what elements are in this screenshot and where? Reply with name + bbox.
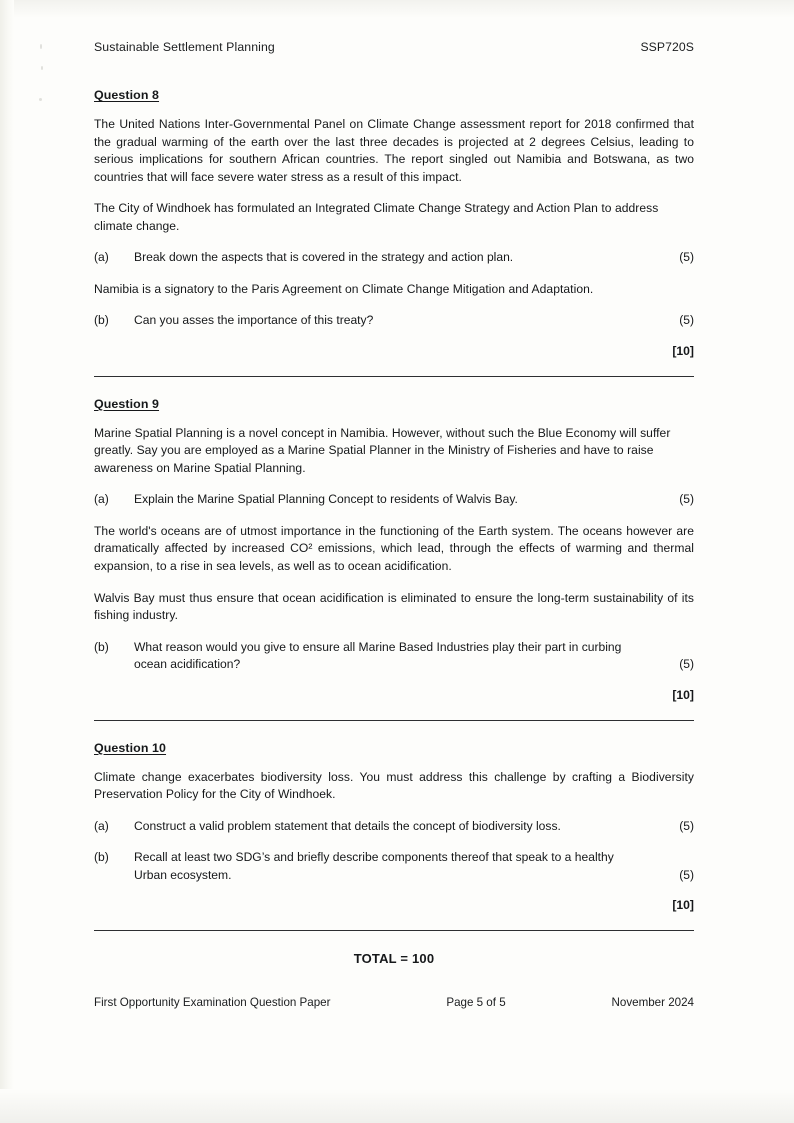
question-8-block [94, 88, 694, 358]
question-10-paragraph-1: Climate change exacerbates biodiversity loss. You must address this challenge by crafting a Biodiversity Preservation Policy for the City of Windhoek. [94, 769, 694, 802]
question-8-item-b-marks: (5) [679, 313, 694, 328]
footer-right: November 2024 [611, 996, 694, 1010]
question-9-item-a-label: (a) [94, 492, 109, 507]
question-9-total: [10] [672, 687, 694, 702]
question-10-item-b-text: Recall at least two SDG’s and briefly describe components thereof that speak to a healthy Urban ecosystem. [134, 850, 614, 882]
question-8-paragraph-1: The United Nations Inter-Governmental Panel on Climate Change assessment report for 2018 confirmed that the gradual warming of the earth over the last three decades is projected at 2 degrees Celsius, leading to serious implications for southern African countries. The report singled out Namibia and Botswana, as two countries that will face severe water stress as a result of this impact. [94, 117, 694, 184]
scan-speck [40, 44, 42, 49]
question-8-item-b-text: Can you asses the importance of this treaty? [134, 313, 374, 328]
question-8-item-b [94, 312, 694, 330]
question-10-item-b-label: (b) [94, 850, 109, 865]
question-9-block [94, 397, 694, 702]
question-9-item-a-text: Explain the Marine Spatial Planning Concept to residents of Walvis Bay. [134, 492, 518, 507]
grand-total: TOTAL = 100 [353, 951, 435, 967]
question-10-title: Question 10 [94, 740, 167, 755]
question-8-item-a-label: (a) [94, 250, 109, 265]
course-code: SSP720S [640, 40, 694, 54]
question-10-total: [10] [672, 898, 694, 913]
scan-edge-left [0, 0, 14, 1123]
question-8-mid-paragraph: Namibia is a signatory to the Paris Agreement on Climate Change Mitigation and Adaptation. [94, 281, 594, 296]
question-10-item-a-marks: (5) [679, 818, 694, 833]
footer-left: First Opportunity Examination Question Paper [94, 996, 331, 1010]
question-9-item-b-label: (b) [94, 639, 109, 654]
scan-edge-bottom [0, 1089, 794, 1123]
question-9-paragraph-1: Marine Spatial Planning is a novel concept in Namibia. However, without such the Blue Economy will suffer greatly. Say you are employed as a Marine Spatial Planner in the Ministry of Fisheries and have to raise awareness on Marine Spatial Planning. [94, 425, 671, 475]
question-10-item-a [94, 818, 694, 836]
section-divider [94, 720, 694, 721]
section-divider [94, 930, 694, 931]
question-8-item-a-marks: (5) [679, 250, 694, 265]
question-9-item-a-marks: (5) [679, 492, 694, 507]
question-9-mid-paragraph-2: Walvis Bay must thus ensure that ocean acidification is eliminated to ensure the long-term sustainability of its fishing industry. [94, 590, 694, 623]
footer-page-number: Page 5 of 5 [446, 996, 506, 1010]
question-8-item-b-label: (b) [94, 313, 109, 328]
page-footer [94, 996, 694, 1009]
page-header [94, 40, 694, 54]
scan-edge-top [0, 0, 794, 18]
question-10-item-a-label: (a) [94, 818, 109, 833]
section-divider [94, 376, 694, 377]
question-10-item-a-text: Construct a valid problem statement that details the concept of biodiversity loss. [134, 818, 561, 833]
question-8-item-a [94, 249, 694, 267]
question-9-title: Question 9 [94, 396, 160, 411]
document-body [94, 40, 694, 1009]
course-title: Sustainable Settlement Planning [94, 40, 275, 54]
scan-speck [39, 98, 42, 101]
question-9-mid-paragraph-1: The world's oceans are of utmost importance in the functioning of the Earth system. The oceans however are dramatically affected by increased CO² emissions, which lead, through the effects of warming and thermal expansion, to a rise in sea levels, as well as to ocean acidification. [94, 523, 694, 573]
question-9-item-a [94, 491, 694, 509]
question-10-block [94, 741, 694, 913]
question-8-total: [10] [672, 343, 694, 358]
question-9-item-b-marks: (5) [679, 657, 694, 672]
scan-speck [41, 66, 43, 70]
question-8-title: Question 8 [94, 88, 160, 102]
question-10-item-b [94, 849, 694, 884]
question-10-item-b-marks: (5) [679, 867, 694, 882]
question-9-item-b [94, 639, 694, 674]
question-8-item-a-text: Break down the aspects that is covered in the strategy and action plan. [134, 250, 514, 265]
question-8-paragraph-2: The City of Windhoek has formulated an Integrated Climate Change Strategy and Action Plan to address climate change. [94, 201, 659, 233]
question-9-item-b-text: What reason would you give to ensure all Marine Based Industries play their part in curbing ocean acidification? [134, 639, 622, 672]
